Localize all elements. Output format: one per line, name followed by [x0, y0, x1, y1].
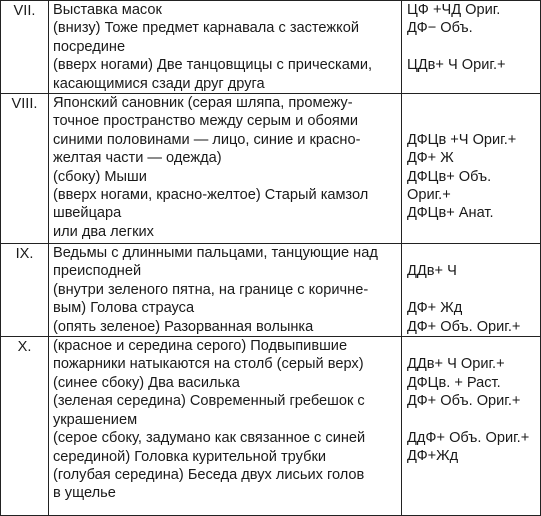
row-description: [49, 337, 402, 516]
description-line: преисподней: [53, 263, 142, 280]
code-line: ДФЦв+ Объ.: [407, 168, 492, 185]
description-line: (серое сбоку, задумано как связанное с синей: [53, 430, 366, 447]
code-line: [407, 281, 540, 299]
code-line: [407, 94, 540, 112]
description-line: точное пространство между серым и обоями: [53, 113, 359, 130]
description-line: (зеленая середина) Современный гребешок с: [53, 393, 365, 410]
row-number: X.: [1, 337, 49, 516]
row-description: [49, 1, 402, 94]
description-line: в ущелье: [53, 485, 116, 502]
description-line: или два легких: [53, 223, 154, 240]
code-line: ДФ− Объ.: [407, 20, 473, 37]
description-line: Ведьмы с длинными пальцами, танцующие над: [53, 245, 378, 262]
code-line: ДФЦв+ Анат.: [407, 205, 494, 222]
table-row: [1, 94, 541, 244]
code-line: ДФ+ Жд: [407, 300, 463, 317]
description-line: желтая части — одежда): [53, 150, 222, 167]
code-line: ДФЦв +Ч Ориг.+: [407, 131, 517, 148]
code-line: [407, 337, 540, 355]
code-line: ДДв+ Ч: [407, 263, 457, 280]
table-row: [1, 244, 541, 337]
table-row: [1, 337, 541, 516]
code-line: ДФ+ Ж: [407, 150, 454, 167]
description-line: вым) Голова страуса: [53, 300, 195, 317]
row-number: VII.: [1, 1, 49, 94]
description-line: (опять зеленое) Разорванная волынка: [53, 318, 314, 335]
code-line: ДФ+ Объ. Ориг.+: [407, 318, 521, 335]
description-line: (синее сбоку) Два василька: [53, 374, 240, 391]
row-description: [49, 244, 402, 337]
row-description: [49, 94, 402, 244]
description-line: (вверх ногами, красно-желтое) Старый камзол: [53, 187, 369, 204]
code-line: ДдФ+ Объ. Ориг.+: [407, 430, 530, 447]
description-line: (внутри зеленого пятна, на границе с коричне-: [53, 281, 369, 298]
code-line: [407, 112, 540, 130]
row-number: VIII.: [1, 94, 49, 244]
row-codes: [402, 244, 541, 337]
description-line: касающимися сзади друг друга: [53, 75, 265, 92]
code-line: ДФ+Жд: [407, 448, 459, 465]
code-line: [407, 38, 540, 56]
description-line: посредине: [53, 38, 126, 55]
row-codes: [402, 337, 541, 516]
description-line: серединой) Головка курительной трубки: [53, 448, 326, 465]
description-line: (вверх ногами) Две танцовщицы с прическами,: [53, 57, 373, 74]
description-line: (голубая середина) Беседа двух лисьих голов: [53, 466, 365, 483]
description-line: украшением: [53, 411, 138, 428]
description-line: швейцара: [53, 205, 122, 222]
table-row: [1, 1, 541, 94]
code-line: ДДв+ Ч Ориг.+: [407, 356, 505, 373]
description-line: пожарники натыкаются на столб (серый верх): [53, 356, 364, 373]
description-line: Японский сановник (серая шляпа, промежу-: [53, 95, 353, 112]
code-line: ЦФ +ЧД Ориг.: [407, 2, 501, 18]
description-line: (красное и середина серого) Подвыпившие: [53, 338, 348, 355]
row-number: IX.: [1, 244, 49, 337]
code-line: Ориг.+: [407, 187, 451, 204]
code-line: [407, 411, 540, 429]
description-line: синими половинами — лицо, синие и красно-: [53, 131, 361, 148]
code-line: ЦДв+ Ч Ориг.+: [407, 57, 506, 74]
code-line: ДФ+ Объ. Ориг.+: [407, 393, 521, 410]
row-codes: [402, 1, 541, 94]
row-codes: [402, 94, 541, 244]
code-line: [407, 244, 540, 262]
description-line: (внизу) Тоже предмет карнавала с застежкой: [53, 20, 359, 37]
code-line: ДФЦв. + Раст.: [407, 374, 501, 391]
description-line: (сбоку) Мыши: [53, 168, 147, 185]
description-line: Выставка масок: [53, 2, 162, 18]
